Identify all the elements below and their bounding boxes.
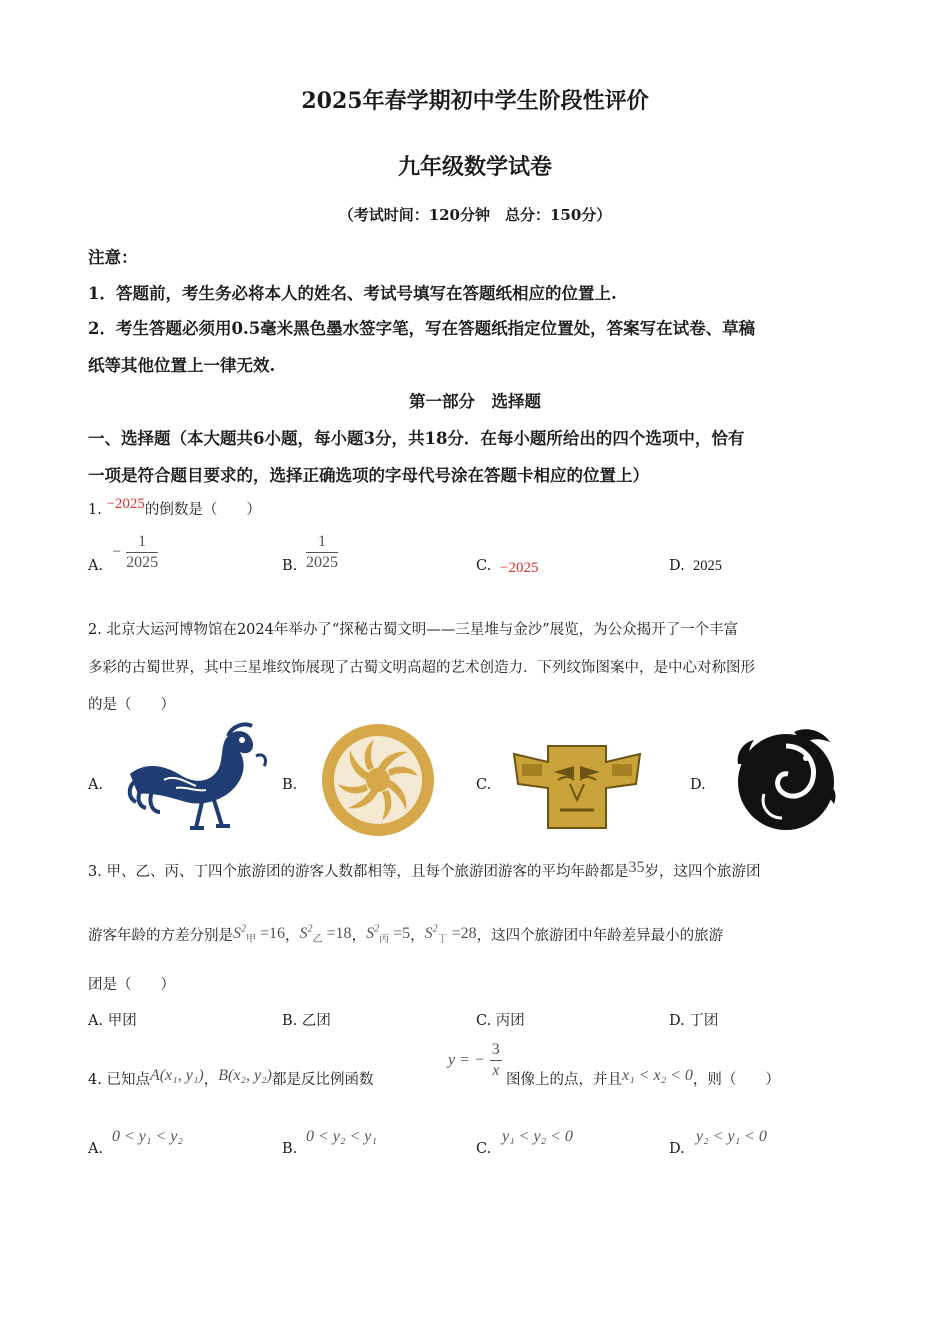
question-1-stem (88, 498, 261, 519)
question-3-line-2: 游客年龄的方差分别是$S^2_甲 =16$，$S^2_乙 =18$，$S^2_丙 =5$，$S^2_丁 =28$，这四个旅游团中年龄差异最小的旅游 (88, 923, 724, 946)
question-1-text: 的倒数是（ ） (144, 502, 261, 518)
point-a: A(x₁, y₁) (149, 1067, 204, 1084)
q4-option-d-label: D. (669, 1141, 685, 1157)
question-3-line-3: 团是（ ） (88, 977, 175, 993)
exam-title: 2025年春学期初中学生阶段性评价 (301, 88, 649, 114)
bird-pattern-icon (124, 722, 270, 834)
question-1-expression: −2025 (106, 496, 145, 512)
question-4-text-end: ，则（ ） (692, 1072, 780, 1088)
q1-option-b-value (306, 532, 338, 573)
q4-option-c-label: C. (476, 1141, 492, 1157)
variance-yi: $S^2_乙 =18$ (299, 923, 352, 946)
denominator: 2025 (126, 554, 159, 571)
variance-bing: $S^2_丙 =5$ (366, 923, 411, 946)
q4-option-d-value: y₂ < y₁ < 0 (696, 1128, 767, 1145)
question-2-line-2: 多彩的古蜀世界，其中三星堆纹饰展现了古蜀文明高超的艺术创造力．下列纹饰图案中，是中心对称图形 (88, 660, 755, 676)
inverse-function (448, 1040, 502, 1081)
question-2-line-1: 2. 北京大运河博物馆在2024年举办了“探秘古蜀文明——三星堆与金沙”展览，为公众揭开了一个丰富 (88, 622, 739, 638)
question-3-text-cont: 岁，这四个旅游团 (644, 864, 761, 880)
question-4-text-cont: 图像上的点，并且 (506, 1072, 622, 1088)
question-4-stem: 4. 已知点A(x₁, y₁)，B(x₂, y₂)都是反比例函数 (88, 1067, 374, 1088)
q1-option-a-value (112, 532, 158, 573)
function-lhs: y = − (448, 1051, 485, 1069)
q2-option-d-label: D. (690, 777, 706, 793)
fraction (490, 1040, 502, 1081)
point-b: B(x₂, y₂) (218, 1067, 272, 1084)
q1-option-a-label: A. (88, 558, 104, 574)
part-title: 第一部分 选择题 (409, 392, 541, 411)
question-3-text: 游客年龄的方差分别是 (88, 928, 233, 944)
fraction (306, 532, 338, 573)
q3-option-b: B. 乙团 (282, 1013, 331, 1029)
note-item-2-line-2: 纸等其他位置上一律无效. (88, 356, 276, 375)
note-item-2-line-1: 2．考生答题必须用0.5毫米黑色墨水签字笔，写在答题纸指定位置处，答案写在试卷、草稿 (88, 319, 756, 338)
question-4-text-cont: 都是反比例函数 (271, 1072, 374, 1088)
question-3-text: 3. 甲、乙、丙、丁四个旅游团的游客人数都相等，且每个旅游团游客的平均年龄都是 (88, 864, 629, 880)
variance-jia: $S^2_甲 =16$ (233, 923, 286, 946)
q3-option-d: D. 丁团 (669, 1013, 719, 1029)
q3-option-a: A. 甲团 (88, 1013, 137, 1029)
numerator: 1 (126, 532, 158, 553)
fraction (126, 532, 158, 573)
section-instruction-line-1: 一、选择题（本大题共6小题，每小题3分，共18分．在每小题所给出的四个选项中，恰有 (88, 429, 745, 448)
bronze-mask-pattern-icon (512, 744, 642, 830)
question-number: 1. (88, 502, 102, 518)
question-4-text: 4. 已知点 (88, 1072, 150, 1088)
section-instruction-line-2: 一项是符合题目要求的，选择正确选项的字母代号涂在答题卡相应的位置上） (88, 466, 649, 485)
denominator: x (492, 1062, 500, 1079)
q1-option-c-value: −2025 (500, 560, 539, 576)
question-2-line-3: 的是（ ） (88, 697, 175, 713)
q1-option-c-label: C. (476, 558, 492, 574)
question-4-stem-cont (506, 1068, 780, 1089)
exam-info: （考试时间：120分钟 总分：150分） (338, 206, 612, 224)
q3-option-c: C. 丙团 (476, 1013, 525, 1029)
denominator: 2025 (306, 554, 338, 571)
q2-option-a-label: A. (88, 777, 104, 793)
q1-option-d-label: D. (669, 558, 685, 574)
variance-ding: $S^2_丁 =28$ (424, 923, 477, 946)
question-3-text-cont: ，这四个旅游团中年龄差异最小的旅游 (476, 928, 724, 944)
q4-option-c-value: y₁ < y₂ < 0 (502, 1128, 573, 1145)
note-item-1: 1．答题前，考生务必将本人的姓名、考试号填写在答题纸相应的位置上. (88, 284, 617, 303)
condition: x₁ < x₂ < 0 (622, 1067, 693, 1084)
q2-option-c-label: C. (476, 777, 492, 793)
q1-option-d-value: 2025 (693, 558, 722, 574)
exam-subtitle: 九年级数学试卷 (397, 154, 552, 180)
notes-heading: 注意： (88, 248, 138, 267)
question-3-line-1 (88, 860, 760, 881)
dragon-circle-pattern-icon (734, 724, 840, 834)
q2-option-b-label: B. (282, 777, 298, 793)
q4-option-a-value: 0 < y₁ < y₂ (112, 1128, 183, 1145)
numerator: 3 (490, 1040, 502, 1061)
sun-wheel-pattern-icon (318, 722, 438, 838)
q4-option-b-label: B. (282, 1141, 298, 1157)
numerator: 1 (306, 532, 338, 553)
average-age: 35 (628, 859, 645, 876)
minus-sign: − (112, 543, 122, 561)
q4-option-b-value: 0 < y₂ < y₁ (306, 1128, 377, 1145)
q4-option-a-label: A. (88, 1141, 104, 1157)
q1-option-b-label: B. (282, 558, 298, 574)
